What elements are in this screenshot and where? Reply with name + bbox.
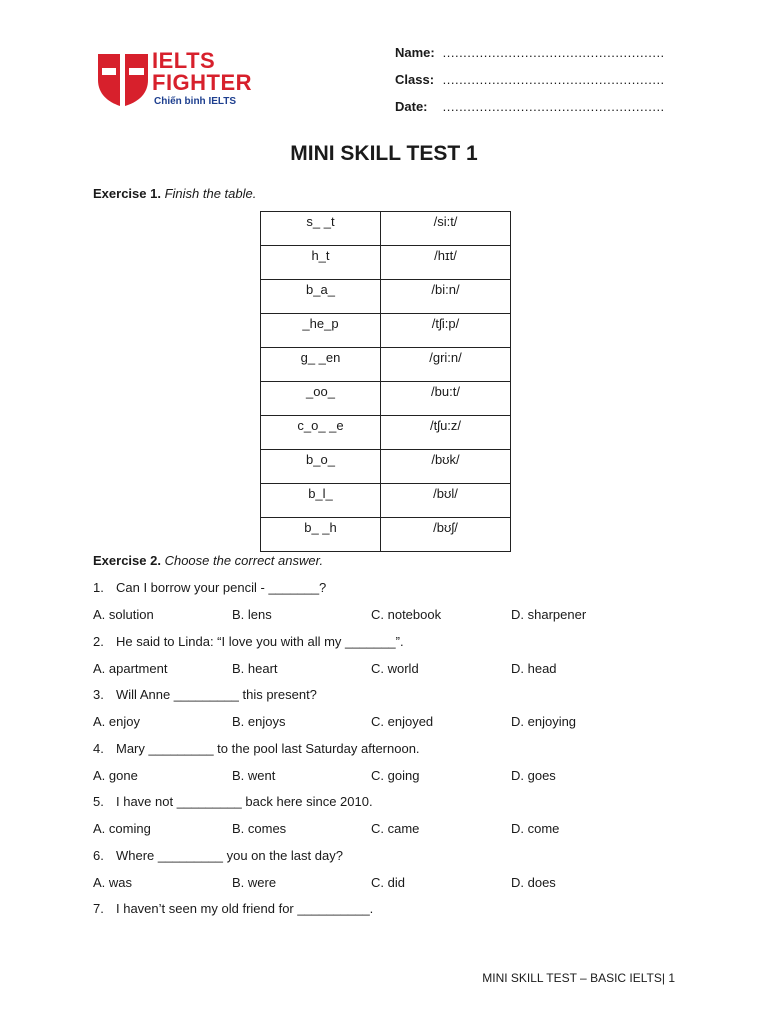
- question-number: 7.: [93, 901, 104, 916]
- question-text: He said to Linda: “I love you with all my _______”.: [116, 634, 404, 649]
- table-row: [261, 518, 511, 552]
- exercise2-instruction: Choose the correct answer.: [164, 553, 324, 568]
- class-blank[interactable]: ......................................................: [442, 72, 665, 87]
- date-field[interactable]: [395, 98, 665, 125]
- table-row: [261, 314, 511, 348]
- option-d[interactable]: D. enjoying: [511, 714, 577, 729]
- table-row: [261, 450, 511, 484]
- ipa-cell: /bu:t/: [381, 382, 511, 416]
- name-blank[interactable]: ......................................................: [442, 45, 665, 60]
- option-c[interactable]: C. going: [371, 768, 420, 783]
- word-cell[interactable]: c_o_ _e: [261, 416, 381, 450]
- table-row: [261, 212, 511, 246]
- exercise2-heading: [93, 553, 323, 568]
- word-cell[interactable]: h_t: [261, 246, 381, 280]
- question-text: Can I borrow your pencil - _______?: [116, 580, 327, 595]
- question-text: Where _________ you on the last day?: [116, 848, 343, 863]
- date-blank[interactable]: ......................................................: [442, 99, 665, 114]
- ipa-cell: /bʊl/: [381, 484, 511, 518]
- question-text: I haven’t seen my old friend for __________.: [116, 901, 374, 916]
- option-a[interactable]: A. enjoy: [93, 714, 140, 729]
- word-cell[interactable]: g_ _en: [261, 348, 381, 382]
- option-d[interactable]: D. sharpener: [511, 607, 587, 622]
- logo-tagline: Chiến binh IELTS: [154, 96, 237, 107]
- question-number: 4.: [93, 741, 104, 756]
- name-field[interactable]: [395, 44, 665, 71]
- option-b[interactable]: B. heart: [232, 661, 278, 676]
- ipa-cell: /gri:n/: [381, 348, 511, 382]
- question-3: [93, 687, 317, 702]
- exercise1-heading: [93, 186, 256, 201]
- option-c[interactable]: C. enjoyed: [371, 714, 434, 729]
- table-row: [261, 484, 511, 518]
- question-number: 6.: [93, 848, 104, 863]
- option-b[interactable]: B. went: [232, 768, 276, 783]
- ipa-cell: /bʊʃ/: [381, 518, 511, 552]
- exercise1-instruction: Finish the table.: [164, 186, 257, 201]
- date-label: Date:: [395, 99, 428, 114]
- option-c[interactable]: C. came: [371, 821, 420, 836]
- shield-logo-icon: [96, 50, 150, 110]
- option-b[interactable]: B. lens: [232, 607, 272, 622]
- exercise2-label: Exercise 2.: [93, 553, 161, 568]
- class-field[interactable]: [395, 71, 665, 98]
- option-b[interactable]: B. comes: [232, 821, 287, 836]
- table-row: [261, 348, 511, 382]
- word-cell[interactable]: s_ _t: [261, 212, 381, 246]
- question-number: 3.: [93, 687, 104, 702]
- option-d[interactable]: D. does: [511, 875, 556, 890]
- option-a[interactable]: A. coming: [93, 821, 151, 836]
- option-d[interactable]: D. goes: [511, 768, 556, 783]
- option-b[interactable]: B. enjoys: [232, 714, 286, 729]
- option-d[interactable]: D. head: [511, 661, 557, 676]
- logo-word-ielts: IELTS: [152, 48, 216, 73]
- phonetics-table: [260, 211, 511, 552]
- word-cell[interactable]: b_o_: [261, 450, 381, 484]
- question-6: [93, 848, 343, 863]
- word-cell[interactable]: b_ _h: [261, 518, 381, 552]
- question-4: [93, 741, 420, 756]
- ielts-fighter-logo: [96, 50, 276, 112]
- ipa-cell: /tʃu:z/: [381, 416, 511, 450]
- page-title: MINI SKILL TEST 1: [290, 142, 478, 165]
- word-cell[interactable]: b_l_: [261, 484, 381, 518]
- question-2: [93, 634, 404, 649]
- page-footer: MINI SKILL TEST – BASIC IELTS| 1: [482, 971, 675, 985]
- option-b[interactable]: B. were: [232, 875, 277, 890]
- exercise1-label: Exercise 1.: [93, 186, 161, 201]
- question-number: 5.: [93, 794, 104, 809]
- question-text: I have not _________ back here since 2010.: [116, 794, 373, 809]
- question-number: 2.: [93, 634, 104, 649]
- question-text: Will Anne _________ this present?: [116, 687, 317, 702]
- word-cell[interactable]: _he_p: [261, 314, 381, 348]
- option-a[interactable]: A. solution: [93, 607, 154, 622]
- option-a[interactable]: A. gone: [93, 768, 138, 783]
- option-c[interactable]: C. did: [371, 875, 405, 890]
- option-a[interactable]: A. apartment: [93, 661, 168, 676]
- ipa-cell: /hɪt/: [381, 246, 511, 280]
- student-info-fields: [395, 44, 665, 125]
- table-row: [261, 416, 511, 450]
- question-5: [93, 794, 373, 809]
- name-label: Name:: [395, 45, 435, 60]
- question-7: [93, 901, 373, 916]
- word-cell[interactable]: _oo_: [261, 382, 381, 416]
- question-1: [93, 580, 326, 595]
- question-text: Mary _________ to the pool last Saturday afternoon.: [116, 741, 420, 756]
- option-c[interactable]: C. notebook: [371, 607, 442, 622]
- word-cell[interactable]: b_a_: [261, 280, 381, 314]
- option-c[interactable]: C. world: [371, 661, 419, 676]
- table-row: [261, 382, 511, 416]
- question-number: 1.: [93, 580, 104, 595]
- table-row: [261, 246, 511, 280]
- logo-word-fighter: FIGHTER: [152, 70, 253, 95]
- option-d[interactable]: D. come: [511, 821, 560, 836]
- option-a[interactable]: A. was: [93, 875, 133, 890]
- ipa-cell: /bi:n/: [381, 280, 511, 314]
- ipa-cell: /bʊk/: [381, 450, 511, 484]
- ipa-cell: /tʃi:p/: [381, 314, 511, 348]
- table-row: [261, 280, 511, 314]
- ipa-cell: /si:t/: [381, 212, 511, 246]
- class-label: Class:: [395, 72, 435, 87]
